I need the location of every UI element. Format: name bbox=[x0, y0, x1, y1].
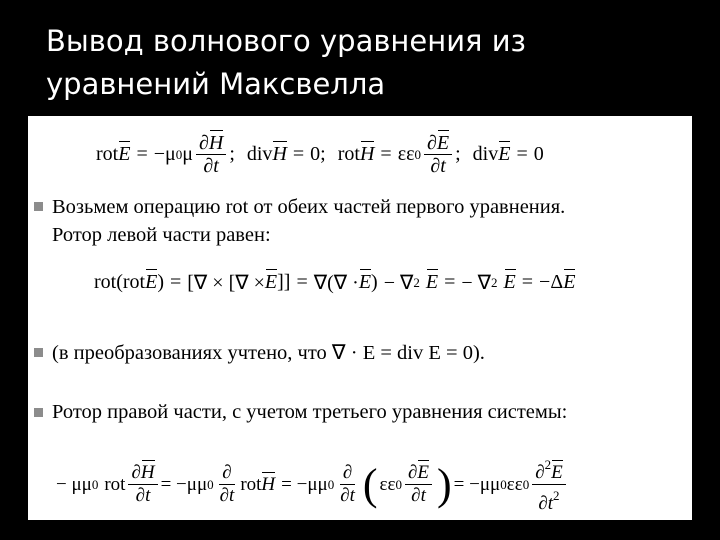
dE-dt-fraction: $\frac{\partial E}{\partial t}$ bbox=[424, 132, 452, 177]
slide-title bbox=[46, 20, 686, 106]
bullet-marker-3 bbox=[34, 408, 43, 417]
bullet-marker-1 bbox=[34, 202, 43, 211]
bullet-text-3: Ротор правой части, с учетом третьего уравнения системы: bbox=[52, 401, 568, 423]
rhs-d2E-dt2-fraction: $\frac{\partial^2E}{\partial t^2}$ bbox=[532, 454, 566, 515]
bullet-text-1: Возьмем операцию rot от обеих частей первого уравнения. Ротор левой части равен: bbox=[52, 196, 566, 246]
rhs-d-dt-fraction: $\frac{\partial}{\partial t}$ bbox=[219, 462, 235, 506]
rhs-d-dt-fraction-2: $\frac{\partial}{\partial t}$ bbox=[340, 462, 355, 506]
title-line-1: Вывод волнового уравнения из bbox=[46, 24, 526, 58]
rhs-dH-dt-fraction: $\frac{\partial H}{\partial t}$ bbox=[128, 462, 157, 507]
slide-header bbox=[0, 0, 720, 108]
bullet-marker-2 bbox=[34, 348, 43, 357]
rhs-rot-formula: − μμ 0 rot $\frac{\partial H}{\partial t}$ = −μμ 0 $\frac{\partial}{\partial t}$ rot H = −μμ 0 $\frac{\partial}{\partial t}$ ( εε 0 $\frac{\partial E}{\partial t}$ ) = −μμ 0 εε 0 $\frac{\partial^2E}{\partial t^2}$ bbox=[56, 454, 569, 515]
bullet-text-2: (в преобразованиях учтено, что ∇ · E = div E = 0). bbox=[52, 342, 485, 364]
title-line-2: уравнений Максвелла bbox=[46, 67, 386, 101]
dH-dt-fraction: $\frac{\partial H}{\partial t}$ bbox=[196, 132, 226, 177]
maxwell-equations-formula: rot E = − μ 0 μ $\frac{\partial H}{\partial t}$ ; div H = 0 ; rot H = ε ε 0 $\frac{\partial E}{\partial t}$ ; div E = 0 bbox=[96, 132, 544, 177]
rot-rot-formula: rot(rot E ) = [∇ × [∇ × E ]] = ∇(∇ · E ) − ∇ 2 E = − ∇ 2 E = −Δ E bbox=[94, 271, 576, 294]
rhs-dE-dt-fraction: $\frac{\partial E}{\partial t}$ bbox=[405, 462, 432, 507]
